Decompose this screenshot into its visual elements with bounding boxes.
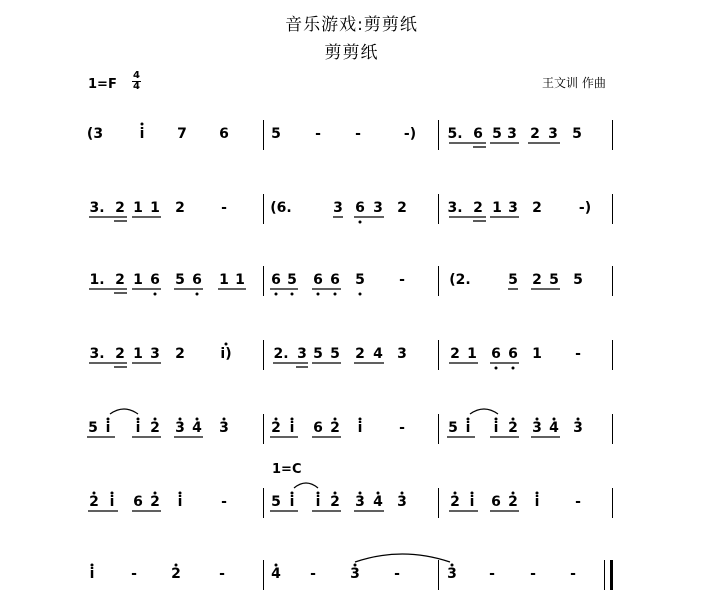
note: i <box>139 126 145 142</box>
barline <box>438 488 439 518</box>
note: 5 <box>492 126 502 142</box>
note: 3 <box>573 420 583 436</box>
note: 5 <box>271 494 281 510</box>
note: 2 <box>175 346 185 362</box>
note: 5. <box>447 126 463 142</box>
note: 3. <box>447 200 463 216</box>
note: (3 <box>86 126 104 142</box>
note: 5 <box>313 346 323 362</box>
key-change: 1=C <box>272 462 302 477</box>
note: 5 <box>287 272 297 288</box>
barline <box>612 194 613 224</box>
note: - <box>399 420 405 436</box>
note: 2 <box>150 420 160 436</box>
note: 1 <box>133 272 143 288</box>
note: 2 <box>532 200 542 216</box>
barline <box>263 266 264 296</box>
note: - <box>575 494 581 510</box>
note: 6 <box>508 346 518 362</box>
barline <box>263 120 264 150</box>
barline <box>263 488 264 518</box>
main-title: 音乐游戏:剪剪纸 <box>285 15 418 35</box>
note: 6 <box>491 346 501 362</box>
score-line-1 <box>0 118 703 158</box>
note: 2 <box>473 200 483 216</box>
note: 1 <box>150 200 160 216</box>
time-signature <box>132 71 141 92</box>
barline <box>612 488 613 518</box>
note: - <box>310 566 316 582</box>
note: 2 <box>115 346 125 362</box>
note: - <box>315 126 321 142</box>
note: 4 <box>271 566 281 582</box>
note: 3 <box>350 566 360 582</box>
note: 6 <box>219 126 229 142</box>
barline <box>612 340 613 370</box>
score-line-7 <box>0 558 703 598</box>
barline <box>612 266 613 296</box>
note: 2 <box>89 494 99 510</box>
note: 2 <box>532 272 542 288</box>
note: i <box>289 494 295 510</box>
note: 3 <box>150 346 160 362</box>
note: - <box>221 494 227 510</box>
note: i <box>493 420 499 436</box>
note: 1 <box>219 272 229 288</box>
note: 1 <box>235 272 245 288</box>
barline <box>263 414 264 444</box>
note: - <box>575 346 581 362</box>
note: i <box>109 494 115 510</box>
note: 3 <box>507 126 517 142</box>
note: 1 <box>467 346 477 362</box>
note: - <box>219 566 225 582</box>
barline <box>438 560 439 590</box>
note: 5 <box>508 272 518 288</box>
note: 3. <box>89 346 105 362</box>
barline <box>438 194 439 224</box>
score-line-4 <box>0 338 703 378</box>
note: 6 <box>313 272 323 288</box>
note: 1 <box>492 200 502 216</box>
note: (6. <box>270 200 292 216</box>
note: i <box>469 494 475 510</box>
note: 5 <box>330 346 340 362</box>
note: 6 <box>271 272 281 288</box>
note: 3. <box>89 200 105 216</box>
barline <box>263 194 264 224</box>
note: -) <box>403 126 417 142</box>
time-sig-top: 4 <box>133 70 140 81</box>
note: 2 <box>530 126 540 142</box>
note: i <box>357 420 363 436</box>
note: 6 <box>330 272 340 288</box>
note: 1. <box>89 272 105 288</box>
note: - <box>399 272 405 288</box>
note: 5 <box>175 272 185 288</box>
note: 3 <box>333 200 343 216</box>
note: 2 <box>450 346 460 362</box>
note: 3 <box>447 566 457 582</box>
score-line-6 <box>0 486 703 526</box>
note: - <box>530 566 536 582</box>
barline <box>438 340 439 370</box>
note: i <box>105 420 111 436</box>
barline <box>438 414 439 444</box>
note: 4 <box>373 494 383 510</box>
score-line-2 <box>0 192 703 232</box>
note: -) <box>578 200 592 216</box>
note: 5 <box>448 420 458 436</box>
note: 4 <box>192 420 202 436</box>
note: 2 <box>397 200 407 216</box>
note: 3 <box>355 494 365 510</box>
note: - <box>355 126 361 142</box>
note: 2 <box>115 200 125 216</box>
note: i <box>315 494 321 510</box>
note: 5 <box>271 126 281 142</box>
note: i <box>534 494 540 510</box>
note: 4 <box>373 346 383 362</box>
note: 3 <box>548 126 558 142</box>
score-line-5 <box>0 412 703 452</box>
barline <box>612 120 613 150</box>
barline <box>263 560 264 590</box>
note: 2 <box>175 200 185 216</box>
barline <box>438 266 439 296</box>
note: 2 <box>330 494 340 510</box>
note: - <box>570 566 576 582</box>
note: 2 <box>508 494 518 510</box>
barline <box>612 414 613 444</box>
note: (2. <box>449 272 471 288</box>
note: 3 <box>297 346 307 362</box>
note: 5 <box>88 420 98 436</box>
note: i <box>89 566 95 582</box>
note: 2. <box>273 346 289 362</box>
note: 4 <box>549 420 559 436</box>
note: 2 <box>508 420 518 436</box>
note: - <box>221 200 227 216</box>
note: 6 <box>133 494 143 510</box>
note: 3 <box>508 200 518 216</box>
note: 6 <box>473 126 483 142</box>
note: 6 <box>313 420 323 436</box>
note: 2 <box>450 494 460 510</box>
barline <box>263 340 264 370</box>
note: 2 <box>330 420 340 436</box>
note: 5 <box>572 126 582 142</box>
note: 6 <box>355 200 365 216</box>
note: 2 <box>150 494 160 510</box>
note: 2 <box>171 566 181 582</box>
song-title: 剪剪纸 <box>324 43 379 63</box>
note: i) <box>220 346 232 362</box>
note: 1 <box>133 346 143 362</box>
note: 2 <box>115 272 125 288</box>
note: 7 <box>177 126 187 142</box>
score-line-3 <box>0 264 703 304</box>
note: i <box>465 420 471 436</box>
note: 3 <box>397 494 407 510</box>
note: 3 <box>397 346 407 362</box>
time-sig-bottom: 4 <box>133 81 140 92</box>
note: 5 <box>355 272 365 288</box>
key-signature: 1=F <box>88 77 117 92</box>
note: 6 <box>150 272 160 288</box>
note: - <box>131 566 137 582</box>
note: i <box>177 494 183 510</box>
note: 2 <box>355 346 365 362</box>
note: - <box>394 566 400 582</box>
note: 3 <box>373 200 383 216</box>
note: 3 <box>175 420 185 436</box>
composer-credit: 王文训 作曲 <box>542 76 606 90</box>
note: 6 <box>192 272 202 288</box>
note: 3 <box>219 420 229 436</box>
note: 1 <box>133 200 143 216</box>
barline <box>438 120 439 150</box>
note: 5 <box>549 272 559 288</box>
note: 5 <box>573 272 583 288</box>
note: 3 <box>532 420 542 436</box>
note: i <box>135 420 141 436</box>
note: 2 <box>271 420 281 436</box>
note: 6 <box>491 494 501 510</box>
final-barline <box>604 560 613 590</box>
note: 1 <box>532 346 542 362</box>
note: i <box>289 420 295 436</box>
note: - <box>489 566 495 582</box>
